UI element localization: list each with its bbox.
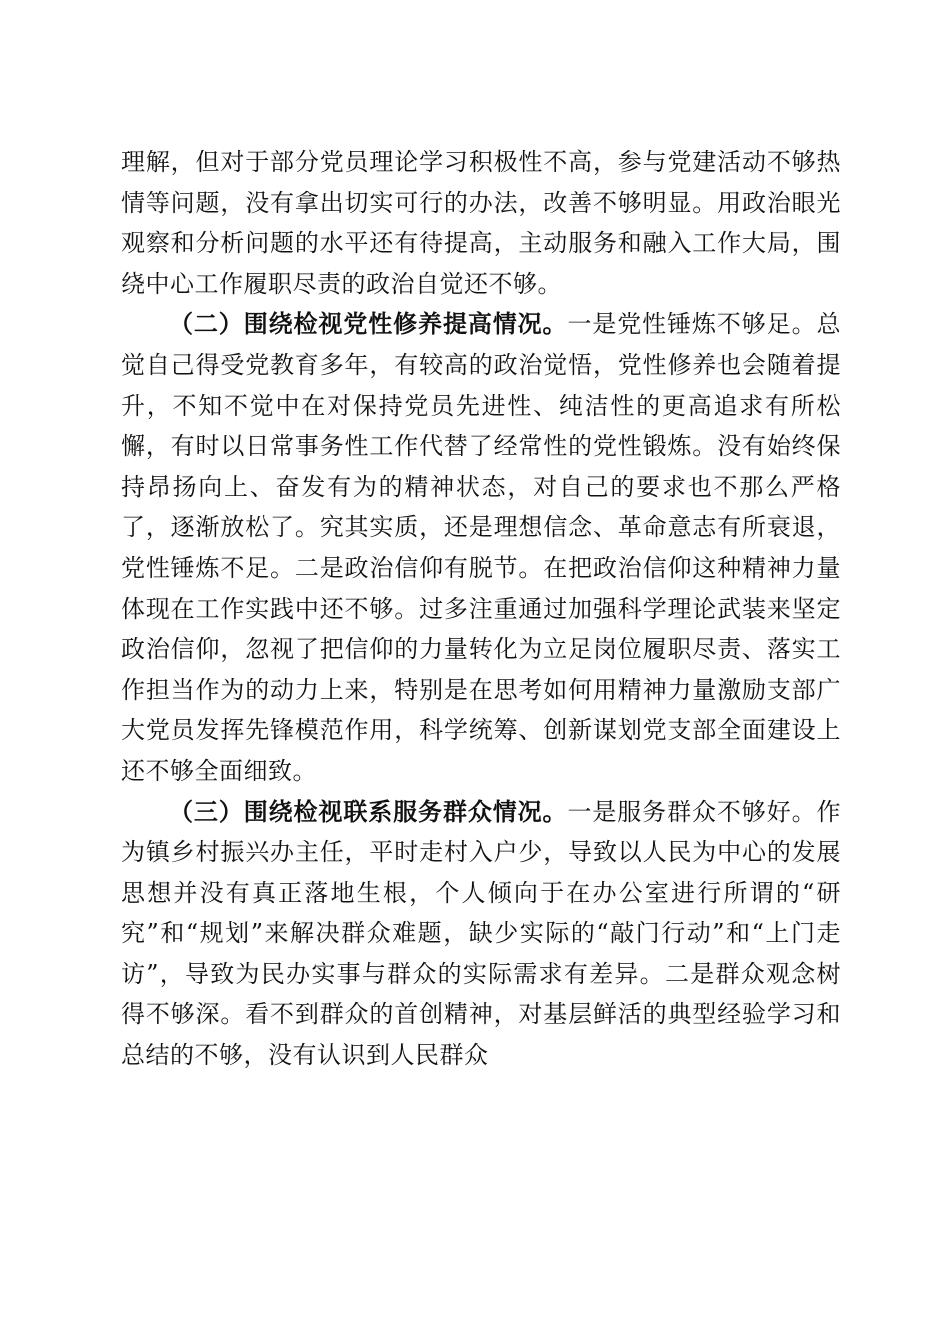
body-text xyxy=(121,142,841,1076)
paragraph-text: 理解，但对于部分党员理论学习积极性不高，参与党建活动不够热情等问题，没有拿出切实可行的办法，改善不够明显。用政治眼光观察和分析问题的水平还有待提高，主动服务和融入工作大局，围绕中心工作履职尽责的政治自觉还不够。 xyxy=(121,148,841,298)
section-heading-2: （二）围绕检视党性修养提高情况。 xyxy=(169,309,568,339)
paragraph-text: 一是服务群众不够好。作为镇乡村振兴办主任，平时走村入户少，导致以人民为中心的发展思想并没有真正落地生根，个人倾向于在办公室进行所谓的“研究”和“规划”来解决群众难题，缺少实际的“敲门行动”和“上门走访”，导致为民办实事与群众的实际需求有差异。二是群众观念树得不够深。看不到群众的首创精神，对基层鲜活的典型经验学习和总结的不够，没有认识到人民群众 xyxy=(121,797,842,1070)
paragraph-continuation xyxy=(121,142,841,304)
paragraph-section-2 xyxy=(121,304,841,791)
section-heading-3: （三）围绕检视联系服务群众情况。 xyxy=(169,796,568,826)
paragraph-section-3 xyxy=(121,792,841,1076)
paragraph-text: 一是党性锤炼不够足。总觉自己得受党教育多年，有较高的政治觉悟，党性修养也会随着提升，不知不觉中在对保持党员先进性、纯洁性的更高追求有所松懈，有时以日常事务性工作代替了经常性的党性锻炼。没有始终保持昂扬向上、奋发有为的精神状态，对自己的要求也不那么严格了，逐渐放松了。究其实质，还是理想信念、革命意志有所衰退，党性锤炼不足。二是政治信仰有脱节。在把政治信仰这种精神力量体现在工作实践中还不够。过多注重通过加强科学理论武装来坚定政治信仰，忽视了把信仰的力量转化为立足岗位履职尽责、落实工作担当作为的动力上来，特别是在思考如何用精神力量激励支部广大党员发挥先锋模范作用，科学统筹、创新谋划党支部全面建设上还不够全面细致。 xyxy=(121,310,842,785)
